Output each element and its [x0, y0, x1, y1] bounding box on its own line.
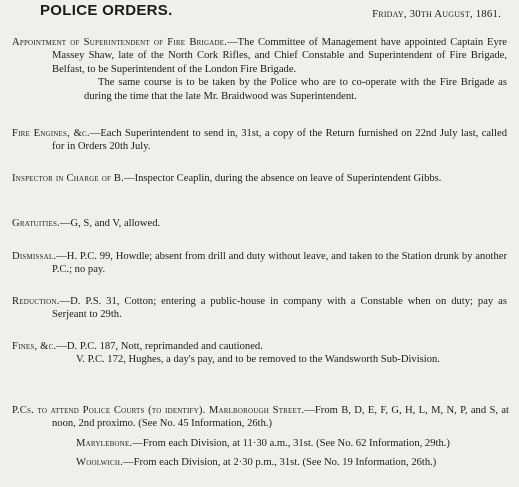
order-body: —Inspector Ceaplin, during the absence on leave of Superintendent Gibbs. [124, 173, 442, 184]
page-header [0, 4, 519, 22]
police-courts-woolwich [0, 456, 519, 469]
court-body: —From B, D, E, F, G, H, L, M, N, P, and S, at noon, 2nd proximo. (See No. 45 Information, 26th.) [52, 405, 509, 430]
police-courts-marylebone [0, 437, 519, 450]
order-gratuities-text [0, 217, 519, 230]
order-fines-line2: V. P.C. 172, Hughes, a day's pay, and to be removed to the Wandsworth Sub-Division. [76, 354, 440, 366]
page-title: POLICE ORDERS. [40, 2, 173, 19]
order-gratuities [0, 217, 519, 230]
order-appointment-text [0, 36, 519, 76]
order-body: —H. P.C. 99, Howdle; absent from drill and duty without leave, and taken to the Station drunk by another P.C.; no pay. [52, 251, 507, 276]
order-fire-engines [0, 127, 519, 154]
court-label: Marlborough Street. [208, 405, 305, 416]
court-body: —From each Division, at 11·30 a.m., 31st. (See No. 62 Information, 29th.) [132, 437, 450, 449]
police-courts-marlborough [0, 404, 519, 431]
order-body: —D. P.C. 187, Nott, reprimanded and cautioned. [56, 341, 263, 352]
order-label: P.Cs. to attend Police Courts (to identify). [12, 405, 206, 416]
court-body: —From each Division, at 2·30 p.m., 31st. (See No. 19 Information, 26th.) [122, 457, 437, 469]
order-dismissal-text [0, 250, 519, 277]
order-label: Fire Engines, &c. [12, 128, 90, 139]
order-label: Appointment of Superintendent of Fire Brigade. [12, 37, 228, 48]
order-label: Gratuities. [12, 218, 60, 229]
order-body: —D. P.S. 31, Cotton; entering a public-house in company with a Constable when on duty; pay as Serjeant to 29th. [52, 296, 507, 321]
order-label: Reduction. [12, 296, 60, 307]
order-appointment [0, 36, 519, 103]
court-label: Woolwich. [76, 457, 123, 469]
order-fines-line1 [0, 340, 519, 353]
order-body: —Each Superintendent to send in, 31st, a copy of the Return furnished on 22nd July last, called for in Orders 20th July. [52, 128, 507, 153]
order-label: Fines, &c. [12, 341, 57, 352]
order-police-courts [0, 404, 519, 470]
order-reduction [0, 295, 519, 322]
order-inspector-text [0, 172, 519, 185]
order-fire-engines-text [0, 127, 519, 154]
order-label: Dismissal. [12, 251, 57, 262]
court-label: Marylebone. [76, 437, 133, 449]
order-body: —The Committee of Management have appointed Captain Eyre Massey Shaw, late of the North Cork Rifles, and Chief Constable and Superintendent of Fire Brigade, Belfast, to be Superintendent of the London Fire Brigade. [52, 37, 507, 75]
order-dismissal [0, 250, 519, 277]
order-body: —G, S, and V, allowed. [59, 218, 161, 229]
order-label: Inspector in Charge of B. [12, 173, 125, 184]
page-date: Friday, 30th August, 1861. [372, 8, 501, 20]
order-fines [0, 340, 519, 367]
order-inspector [0, 172, 519, 185]
order-appointment-para2: The same course is to be taken by the Police who are to co-operate with the Fire Brigade as during the time that the late Mr. Braidwood was Superintendent. [84, 77, 507, 102]
order-reduction-text [0, 295, 519, 322]
